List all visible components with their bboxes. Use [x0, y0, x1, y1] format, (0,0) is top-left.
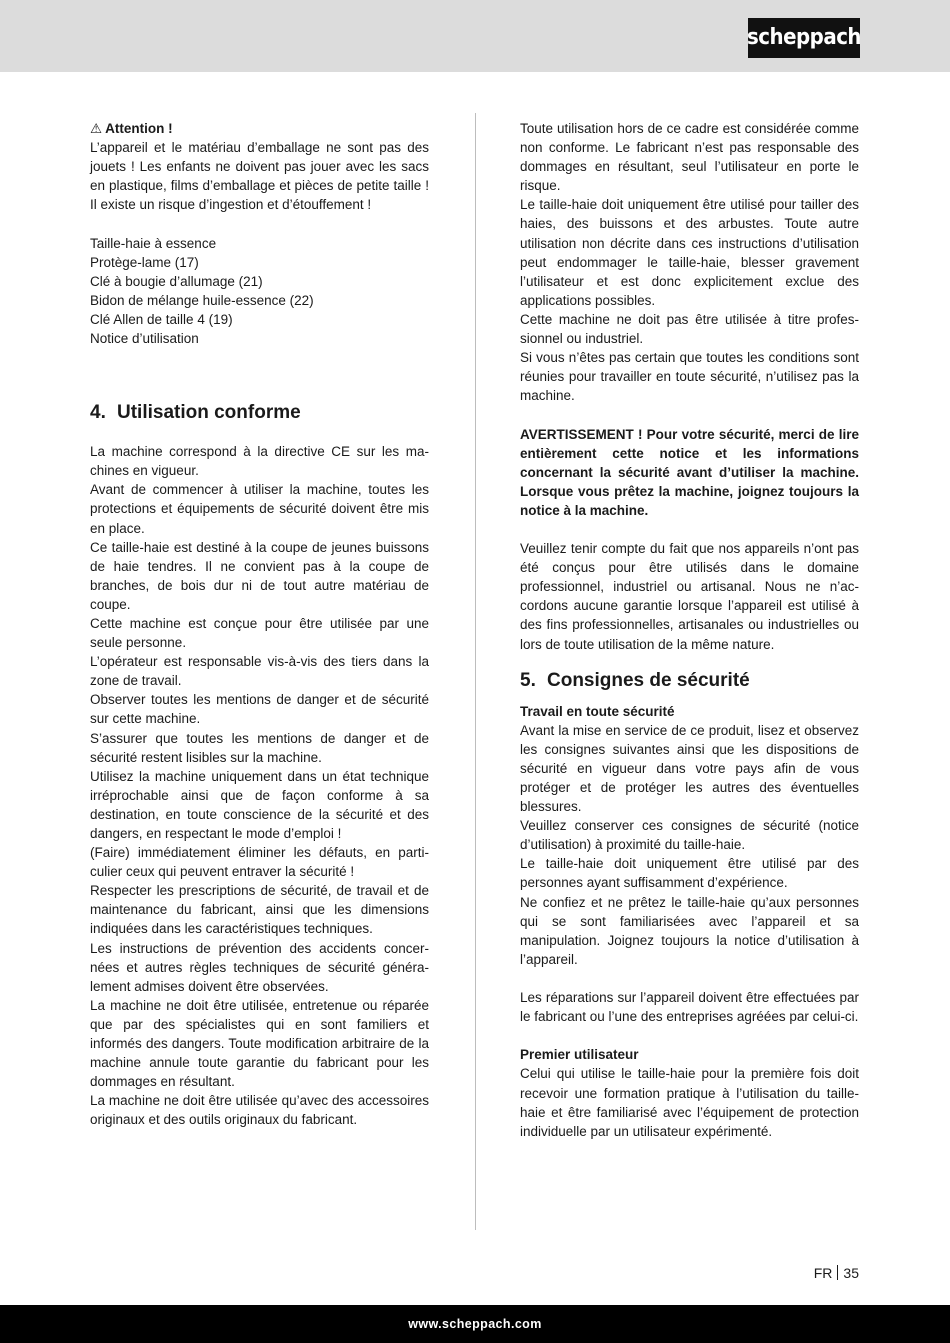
scope-item: Clé à bougie d’allumage (21) [90, 273, 263, 289]
section-4-paragraph: Utilisez la machine uniquement dans un état technique irréprochable ainsi que de façon conforme à sa destination, en toute conscience de la sécurité et des dangers, en respectant le mode d’emploi ! [90, 768, 429, 841]
website-link[interactable]: www.scheppach.com [408, 1317, 542, 1331]
right-column [520, 119, 859, 1141]
section-4-number: 4. [90, 402, 106, 424]
scope-item: Taille-haie à essence [90, 235, 217, 251]
subsection-title-safe-work: Travail en toute sécurité [520, 703, 675, 719]
section-4-paragraph: Ce taille-haie est destiné à la coupe de jeunes buissons de haie tendres. Il ne convient pas à la coupe de branches, de bois dur ni de tout autre matériau de coupe. [90, 539, 429, 612]
section-4-paragraph: Avant de commencer à utiliser la machine, toutes les protections et équipements de sécurité doivent être mis en place. [90, 482, 429, 536]
professional-use-text: Veuillez tenir compte du fait que nos appareils n’ont pas été conçus pour être utilisés dans le domaine professionnel, industriel ou artisanal. Nous ne n’accordons aucune garantie lorsque l’appareil est utilisé à des fins professionnelles, artisanales ou industrielles ou lors de toute utilisation de la même nature. [520, 541, 859, 652]
safe-work-paragraph: Avant la mise en service de ce produit, lisez et observez les consignes suivantes ainsi que les dispositions de sécurité en vigueur dans votre pays afin de vous protéger et de protéger les autres des éventuelles blessures. [520, 722, 859, 815]
safe-work-paragraph: Ne confiez et ne prêtez le taille-haie qu’aux personnes qui se sont familiarisées avec l’appareil et sa manipulation. Joignez toujours la notice d’utilisation à l’appareil. [520, 894, 859, 967]
page-number-value: 35 [843, 1265, 859, 1281]
section-4-paragraph: La machine ne doit être utilisée qu’avec des accessoires originaux et des outils originaux du fabricant. [90, 1093, 429, 1128]
section-4-paragraph: Respecter les prescriptions de sécurité, de travail et de maintenance du fabricant, ainsi que les dimensions indiquées dans les caractéristiques techniques. [90, 883, 429, 937]
scope-item: Bidon de mélange huile-essence (22) [90, 292, 314, 308]
attention-title: Attention ! [105, 121, 173, 136]
scope-item: Clé Allen de taille 4 (19) [90, 311, 233, 327]
first-user-text: Celui qui utilise le taille-haie pour la première fois doit recevoir une formation pratique à l’utilisation du taille-haie et être familiarisé avec l’équipement de protection individuelle par un utilisateur expérimenté. [520, 1066, 859, 1139]
section-4-paragraph: Cette machine est conçue pour être utilisée par une seule personne. [90, 615, 429, 651]
section-4-title: Utilisation conforme [117, 402, 301, 424]
section-4-paragraph: L’opérateur est responsable vis-à-vis des tiers dans la zone de travail. [90, 654, 429, 689]
scope-item: Notice d’utilisation [90, 331, 199, 347]
attention-heading [90, 119, 429, 138]
section-4-heading [90, 401, 429, 425]
language-code: FR [813, 1265, 833, 1281]
warning-triangle-icon: ⚠ [90, 121, 103, 136]
section-5-heading [520, 669, 859, 693]
section-4-paragraph: La machine ne doit être utilisée, entretenue ou réparée que par des spécialistes qui en sont familiers et informés des dangers. Toute modification arbitraire de la machine annule toute garantie du fabricant pour les dommages en résultant. [90, 997, 429, 1090]
section-4-paragraph: Observer toutes les mentions de danger et de sécurité sur cette machine. [90, 692, 429, 727]
safe-work-paragraph: Veuillez conserver ces consignes de sécurité (notice d’utilisation) à proximité du taille-haie. [520, 818, 859, 853]
safe-work-paragraph: Le taille-haie doit uniquement être utilisé par des personnes ayant suffisamment d’expérience. [520, 856, 859, 891]
page-number [814, 1265, 859, 1281]
page-separator [837, 1265, 838, 1280]
footer-band [0, 1305, 950, 1343]
column-divider [475, 113, 476, 1230]
warning-text: AVERTISSEMENT ! Pour votre sécurité, merci de lire entièrement cette notice et les informations concernant la sécurité avant d’utiliser la machine. Lorsque vous prêtez la machine, joignez toujours la notice à la machine. [520, 426, 859, 518]
intro-paragraph: Toute utilisation hors de ce cadre est considérée comme non conforme. Le fabricant n’est pas responsable des dommages en résultant, seul l’utilisateur en porte le risque. [520, 121, 859, 194]
intro-paragraph: Si vous n’êtes pas certain que toutes les conditions sont réunies pour travailler en toute sécurité, n’utilisez pas la machine. [520, 350, 859, 404]
intro-paragraph: Le taille-haie doit uniquement être utilisé pour tailler des haies, des buissons et des arbustes. Toute autre utilisation non décrite dans ces instructions d’utilisation peut endommager le taille-haie, blesser gravement l’utilisateur et est donc explicitement exclue des applications possibles. [520, 197, 859, 308]
left-column [90, 119, 429, 1130]
section-5-number: 5. [520, 669, 536, 691]
brand-logo: scheppach [748, 18, 860, 58]
section-4-paragraph: La machine correspond à la directive CE sur les machines en vigueur. [90, 444, 429, 479]
section-4-paragraph: S’assurer que toutes les mentions de danger et de sécurité restent lisibles sur la machine. [90, 730, 429, 765]
section-4-paragraph: (Faire) immédiatement éliminer les défauts, en particulier ceux qui peuvent entraver la sécurité ! [90, 845, 429, 880]
repairs-text: Les réparations sur l’appareil doivent être effectuées par le fabricant ou l’une des entreprises agréées par celui-ci. [520, 990, 859, 1025]
section-5-title: Consignes de sécurité [547, 669, 750, 691]
intro-paragraph: Cette machine ne doit pas être utilisée à titre professionnel ou industriel. [520, 311, 859, 347]
attention-text: L’appareil et le matériau d’emballage ne sont pas des jouets ! Les enfants ne doivent pas jouer avec les sacs en plastique, films d’emballage et pièces de petite taille ! Il existe un risque d’ingestion et d’étouffement ! [90, 140, 429, 213]
scope-item: Protège-lame (17) [90, 254, 199, 270]
section-4-paragraph: Les instructions de prévention des accidents concernées et autres règles techniques de sécurité généralement admises doivent être observées. [90, 940, 429, 994]
subsection-title-first-user: Premier utilisateur [520, 1047, 639, 1063]
